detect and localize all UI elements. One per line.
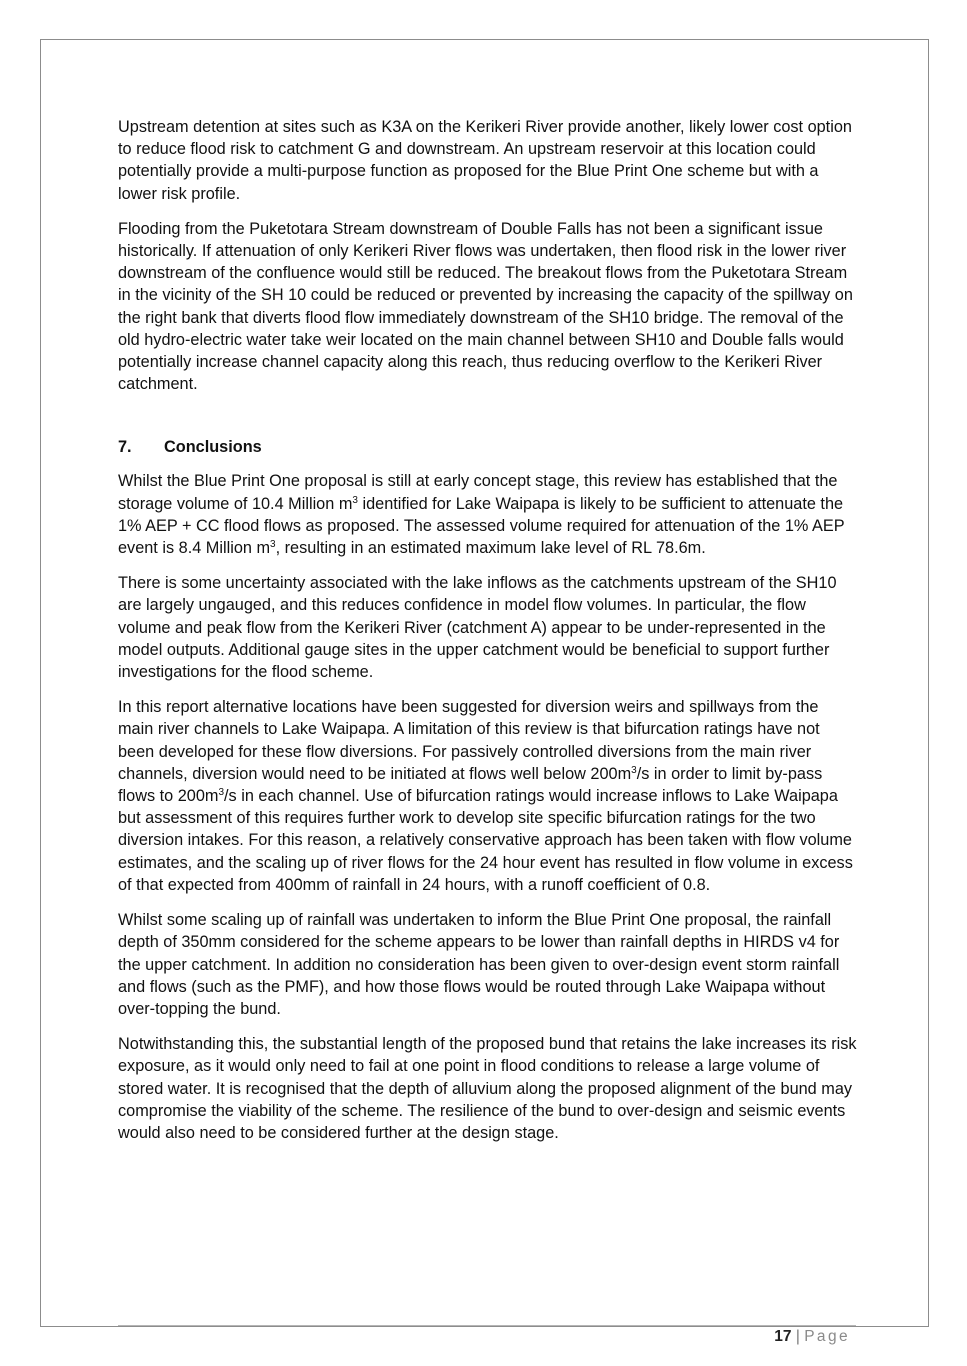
page-footer (774, 1327, 850, 1347)
section-number: 7. (118, 438, 132, 457)
superscript: 3 (631, 764, 637, 776)
text-run: In this report alternative locations have been suggested for diversion weirs and spillways from the main river channels to Lake Waipapa. A limitation of this review is that bifurcation ratings have not been developed for these flow diversions. For passively controlled diversions from the main river channels, diversion would need to be initiated at flows well below 200m (118, 698, 820, 783)
text-run: Whilst the Blue Print One proposal is still at early concept stage, this review has established that the storage volume of 10.4 Million m (118, 472, 838, 513)
superscript: 3 (218, 787, 225, 799)
superscript: 3 (270, 539, 276, 551)
text-run: /s in each channel. Use of bifurcation ratings would increase inflows to Lake Waipapa but assessment of this requires further work to develop site specific bifurcation ratings for the two diversion intakes. For this reason, a relatively conservative approach has been taken with flow volume estimates, and the scaling up of river flows for the 24 hour event has resulted in flow volume in excess of that expected from 400mm of rainfall in 24 hours, with a runoff coefficient of 0.8. (118, 787, 853, 894)
paragraph-bund-risk: Notwithstanding this, the substantial length of the proposed bund that retains the lake increases its risk exposure, as it would only need to fail at one point in flood conditions to release a large volume of stored water. It is recognised that the depth of alluvium along the proposed alignment of the bund may compromise the viability of the scheme. The resilience of the bund to over-design and seismic events would also need to be considered further at the design stage. (118, 1035, 857, 1142)
section-heading (118, 436, 858, 458)
paragraph-puketotara-flooding: Flooding from the Puketotara Stream downstream of Double Falls has not been a significant issue historically. If attenuation of only Kerikeri River flows was undertaken, then flood risk in the lower river downstream of the confluence would still be reduced. The breakout flows from the Puketotara Stream in the vicinity of the SH 10 could be reduced or prevented by increasing the capacity of the spillway on the right bank that diverts flood flow immediately downstream of the SH10 bridge. The removal of the old hydro-electric water take weir located on the main channel between SH10 and Double falls would potentially increase channel capacity along this reach, thus reducing overflow to the Kerikeri River catchment. (118, 219, 853, 394)
text-run: identified for Lake Waipapa is likely to be sufficient to attenuate the 1% AEP + CC flood flows as proposed. The assessed volume required for attenuation of the 1% AEP event is 8.4 Million m (118, 494, 845, 558)
section-title: Conclusions (164, 438, 262, 457)
paragraph-storage-volume (118, 470, 858, 559)
paragraph-lake-inflows: There is some uncertainty associated with the lake inflows as the catchments upstream of the SH10 are largely ungauged, and this reduces confidence in model flow volumes. In particular, the flow volume and peak flow from the Kerikeri River (catchment A) appear to be under-represented in the model outputs. Additional gauge sites in the upper catchment would be beneficial to support further investigations for the flood scheme. (118, 574, 837, 682)
paragraph-diversion-weirs (118, 696, 858, 896)
page-number: 17 (774, 1328, 792, 1345)
page-label: Page (804, 1328, 850, 1345)
footer-divider (118, 1325, 856, 1326)
paragraph-upstream-detention: Upstream detention at sites such as K3A on the Kerikeri River provide another, likely lower cost option to reduce flood risk to catchment G and downstream. An upstream reservoir at this location could potentially provide a multi-purpose function as proposed for the Blue Print One scheme but with a lower risk profile. (118, 118, 852, 203)
superscript: 3 (352, 494, 358, 506)
paragraph-rainfall-scaling: Whilst some scaling up of rainfall was undertaken to inform the Blue Print One proposal, the rainfall depth of 350mm considered for the scheme appears to be lower than rainfall depths in HIRDS v4 for the upper catchment. In addition no consideration has been given to over-design event storm rainfall and flows (such as the PMF), and how those flows would be routed through Lake Waipapa without over-topping the bund. (118, 911, 840, 1018)
footer-separator: | (795, 1328, 800, 1345)
text-run: , resulting in an estimated maximum lake level of RL 78.6m. (275, 539, 706, 558)
text-run: /s in order to limit by-pass flows to 200m (118, 764, 823, 806)
document-body (118, 116, 858, 1157)
